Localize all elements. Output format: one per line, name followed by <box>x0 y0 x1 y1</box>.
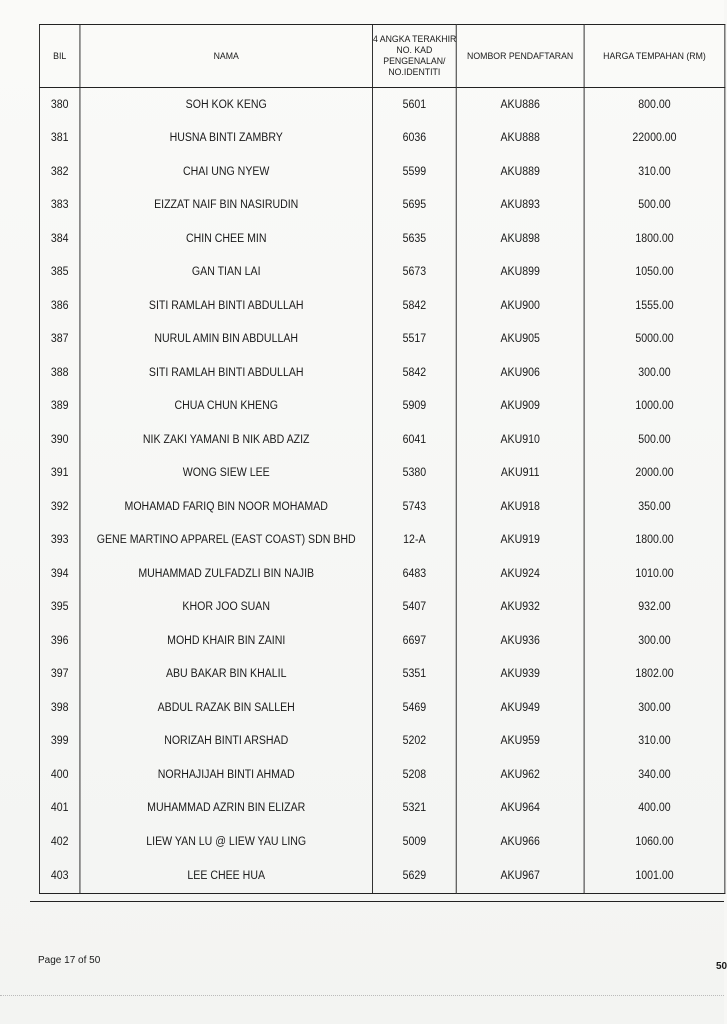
cell-nama: CHAI UNG NYEW <box>80 155 373 189</box>
table-row <box>39 423 724 457</box>
cell-ic: 5351 <box>373 658 457 692</box>
table-row <box>39 222 724 256</box>
cell-bil: 392 <box>39 490 79 524</box>
table-row <box>39 725 724 759</box>
table-row <box>39 256 724 290</box>
cell-reg: AKU967 <box>456 859 584 894</box>
cell-bil: 388 <box>39 356 79 390</box>
cell-price: 22000.00 <box>584 122 725 156</box>
table-row <box>39 390 724 424</box>
table-row <box>39 624 724 658</box>
corner-page-number: 50 <box>716 961 727 972</box>
cell-reg: AKU939 <box>456 658 584 692</box>
scan-artifact-line <box>0 995 724 997</box>
cell-bil: 397 <box>39 658 79 692</box>
cell-price: 300.00 <box>584 691 725 725</box>
cell-reg: AKU919 <box>456 524 584 558</box>
cell-reg: AKU889 <box>456 155 584 189</box>
booking-table <box>39 24 725 894</box>
header-ic <box>373 25 457 88</box>
page-number-label: Page 17 of 50 <box>38 955 101 966</box>
cell-bil: 383 <box>39 189 79 223</box>
header-ic-line1: 4 ANGKA TERAKHIR <box>372 34 457 45</box>
cell-ic: 5321 <box>373 792 457 826</box>
cell-nama: WONG SIEW LEE <box>80 457 373 491</box>
cell-nama: ABU BAKAR BIN KHALIL <box>80 658 373 692</box>
cell-reg: AKU949 <box>456 691 584 725</box>
cell-ic: 5673 <box>373 256 457 290</box>
header-ic-line2: NO. KAD <box>396 45 433 56</box>
cell-reg: AKU962 <box>456 758 584 792</box>
cell-price: 340.00 <box>584 758 725 792</box>
cell-price: 300.00 <box>584 356 725 390</box>
cell-nama: MOHD KHAIR BIN ZAINI <box>80 624 373 658</box>
header-price: HARGA TEMPAHAN (RM) <box>584 25 725 88</box>
cell-price: 1010.00 <box>584 557 725 591</box>
cell-ic: 5909 <box>373 390 457 424</box>
cell-ic: 5599 <box>373 155 457 189</box>
cell-price: 1800.00 <box>584 524 725 558</box>
cell-reg: AKU906 <box>456 356 584 390</box>
cell-ic: 5842 <box>373 356 457 390</box>
cell-reg: AKU911 <box>456 457 584 491</box>
cell-price: 1001.00 <box>584 859 725 894</box>
cell-bil: 399 <box>39 725 79 759</box>
cell-ic: 5635 <box>373 222 457 256</box>
cell-ic: 5380 <box>373 457 457 491</box>
cell-reg: AKU959 <box>456 725 584 759</box>
cell-reg: AKU936 <box>456 624 584 658</box>
cell-reg: AKU909 <box>456 390 584 424</box>
cell-nama: NORIZAH BINTI ARSHAD <box>80 725 373 759</box>
table-row <box>39 122 724 156</box>
table-row <box>39 524 724 558</box>
cell-reg: AKU900 <box>456 289 584 323</box>
cell-price: 400.00 <box>584 792 725 826</box>
cell-ic: 5202 <box>373 725 457 759</box>
table-row <box>39 658 724 692</box>
cell-nama: SITI RAMLAH BINTI ABDULLAH <box>80 356 373 390</box>
cell-nama: EIZZAT NAIF BIN NASIRUDIN <box>80 189 373 223</box>
cell-reg: AKU893 <box>456 189 584 223</box>
bottom-rule <box>30 901 724 902</box>
cell-bil: 389 <box>39 390 79 424</box>
cell-nama: SITI RAMLAH BINTI ABDULLAH <box>80 289 373 323</box>
cell-bil: 384 <box>39 222 79 256</box>
cell-nama: NORHAJIJAH BINTI AHMAD <box>80 758 373 792</box>
cell-ic: 6041 <box>373 423 457 457</box>
cell-price: 1800.00 <box>584 222 725 256</box>
cell-reg: AKU910 <box>456 423 584 457</box>
cell-price: 350.00 <box>584 490 725 524</box>
cell-bil: 382 <box>39 155 79 189</box>
cell-bil: 394 <box>39 557 79 591</box>
cell-price: 500.00 <box>584 423 725 457</box>
table-row <box>39 825 724 859</box>
cell-reg: AKU932 <box>456 591 584 625</box>
table-row <box>39 323 724 357</box>
cell-nama: HUSNA BINTI ZAMBRY <box>80 122 373 156</box>
cell-price: 1060.00 <box>584 825 725 859</box>
cell-nama: ABDUL RAZAK BIN SALLEH <box>80 691 373 725</box>
cell-reg: AKU898 <box>456 222 584 256</box>
header-reg: NOMBOR PENDAFTARAN <box>456 25 584 88</box>
table-row <box>39 557 724 591</box>
cell-nama: SOH KOK KENG <box>80 88 373 122</box>
cell-ic: 5743 <box>373 490 457 524</box>
cell-reg: AKU918 <box>456 490 584 524</box>
cell-ic: 5407 <box>373 591 457 625</box>
cell-price: 932.00 <box>584 591 725 625</box>
cell-nama: NURUL AMIN BIN ABDULLAH <box>80 323 373 357</box>
table-row <box>39 758 724 792</box>
table-row <box>39 457 724 491</box>
cell-nama: MUHAMMAD ZULFADZLI BIN NAJIB <box>80 557 373 591</box>
cell-price: 500.00 <box>584 189 725 223</box>
cell-reg: AKU924 <box>456 557 584 591</box>
cell-price: 1555.00 <box>584 289 725 323</box>
cell-reg: AKU888 <box>456 122 584 156</box>
cell-ic: 6036 <box>373 122 457 156</box>
cell-bil: 390 <box>39 423 79 457</box>
cell-bil: 401 <box>39 792 79 826</box>
table-row <box>39 289 724 323</box>
cell-ic: 6697 <box>373 624 457 658</box>
cell-price: 310.00 <box>584 155 725 189</box>
cell-price: 1000.00 <box>584 390 725 424</box>
cell-price: 800.00 <box>584 88 725 122</box>
cell-reg: AKU964 <box>456 792 584 826</box>
cell-ic: 5208 <box>373 758 457 792</box>
cell-ic: 6483 <box>373 557 457 591</box>
header-ic-line3: PENGENALAN/ <box>383 56 446 67</box>
cell-reg: AKU886 <box>456 88 584 122</box>
cell-ic: 5009 <box>373 825 457 859</box>
cell-ic: 5842 <box>373 289 457 323</box>
table-row <box>39 490 724 524</box>
table-row <box>39 189 724 223</box>
header-ic-line4: NO.IDENTITI <box>388 67 441 78</box>
cell-nama: MOHAMAD FARIQ BIN NOOR MOHAMAD <box>80 490 373 524</box>
cell-nama: NIK ZAKI YAMANI B NIK ABD AZIZ <box>80 423 373 457</box>
cell-price: 1050.00 <box>584 256 725 290</box>
table-row <box>39 591 724 625</box>
cell-bil: 386 <box>39 289 79 323</box>
table-row <box>39 792 724 826</box>
cell-bil: 396 <box>39 624 79 658</box>
cell-nama: GAN TIAN LAI <box>80 256 373 290</box>
cell-nama: KHOR JOO SUAN <box>80 591 373 625</box>
cell-price: 5000.00 <box>584 323 725 357</box>
table-row <box>39 155 724 189</box>
cell-bil: 391 <box>39 457 79 491</box>
cell-nama: LEE CHEE HUA <box>80 859 373 894</box>
cell-nama: MUHAMMAD AZRIN BIN ELIZAR <box>80 792 373 826</box>
table-row <box>39 356 724 390</box>
cell-bil: 380 <box>39 88 79 122</box>
table-body <box>39 88 724 894</box>
table-row <box>39 859 724 894</box>
table-row <box>39 88 724 122</box>
cell-ic: 5469 <box>373 691 457 725</box>
cell-nama: LIEW YAN LU @ LIEW YAU LING <box>80 825 373 859</box>
cell-reg: AKU899 <box>456 256 584 290</box>
table-row <box>39 691 724 725</box>
cell-price: 2000.00 <box>584 457 725 491</box>
cell-nama: GENE MARTINO APPAREL (EAST COAST) SDN BHD <box>80 524 373 558</box>
cell-nama: CHIN CHEE MIN <box>80 222 373 256</box>
cell-bil: 403 <box>39 859 79 894</box>
cell-reg: AKU966 <box>456 825 584 859</box>
cell-price: 1802.00 <box>584 658 725 692</box>
cell-reg: AKU905 <box>456 323 584 357</box>
cell-ic: 5629 <box>373 859 457 894</box>
header-nama: NAMA <box>80 25 373 88</box>
cell-ic: 5601 <box>373 88 457 122</box>
cell-price: 310.00 <box>584 725 725 759</box>
cell-bil: 395 <box>39 591 79 625</box>
cell-bil: 381 <box>39 122 79 156</box>
cell-bil: 400 <box>39 758 79 792</box>
table-header <box>39 25 724 88</box>
cell-bil: 402 <box>39 825 79 859</box>
cell-price: 300.00 <box>584 624 725 658</box>
cell-ic: 12-A <box>373 524 457 558</box>
cell-bil: 393 <box>39 524 79 558</box>
cell-ic: 5517 <box>373 323 457 357</box>
cell-bil: 385 <box>39 256 79 290</box>
cell-ic: 5695 <box>373 189 457 223</box>
cell-nama: CHUA CHUN KHENG <box>80 390 373 424</box>
cell-bil: 398 <box>39 691 79 725</box>
header-bil: BIL <box>39 25 79 88</box>
cell-bil: 387 <box>39 323 79 357</box>
